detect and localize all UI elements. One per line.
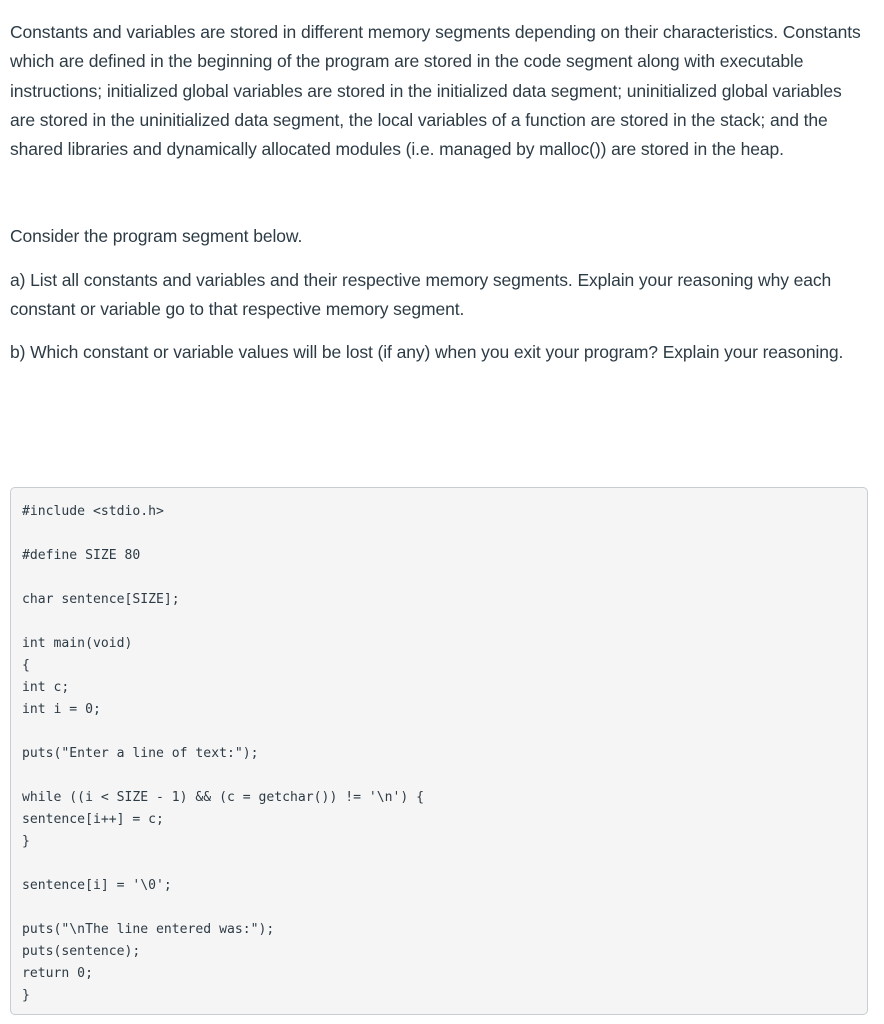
code-blank-line bbox=[22, 765, 856, 787]
consider-paragraph: Consider the program segment below. bbox=[10, 226, 303, 247]
code-line: puts("Enter a line of text:"); bbox=[22, 746, 259, 761]
code-blank-line bbox=[22, 567, 856, 589]
code-line: puts(sentence); bbox=[22, 944, 141, 959]
code-line: #define SIZE 80 bbox=[22, 548, 141, 563]
code-blank-line bbox=[22, 897, 856, 919]
question-content bbox=[10, 18, 870, 368]
code-line: int c; bbox=[22, 680, 70, 695]
code-blank-line bbox=[22, 611, 856, 633]
code-line: } bbox=[22, 988, 30, 1003]
code-line: { bbox=[22, 658, 30, 673]
code-line: while ((i < SIZE - 1) && (c = getchar()) != '\n') { bbox=[22, 790, 425, 805]
code-line: int i = 0; bbox=[22, 702, 101, 717]
intro-paragraph: Constants and variables are stored in different memory segments depending on their characteristics. Constants which are defined in the beginning of the program are stored in the code segment along with executable instructions; initialized global variables are stored in the initialized data segment; uninitialized global variables are stored in the uninitialized data segment, the local variables of a function are stored in the stack; and the shared libraries and dynamically allocated modules (i.e. managed by malloc()) are stored in the heap. bbox=[10, 22, 861, 160]
code-line: } bbox=[22, 834, 30, 849]
code-line: char sentence[SIZE]; bbox=[22, 592, 180, 607]
code-line: sentence[i++] = c; bbox=[22, 812, 164, 827]
code-line: int main(void) bbox=[22, 636, 133, 651]
code-line: puts("\nThe line entered was:"); bbox=[22, 922, 275, 937]
code-block bbox=[10, 487, 868, 1015]
question-b: b) Which constant or variable values will be lost (if any) when you exit your program? Explain your reasoning. bbox=[10, 342, 844, 363]
code-line: sentence[i] = '\0'; bbox=[22, 878, 172, 893]
code-line: return 0; bbox=[22, 966, 93, 981]
code-blank-line bbox=[22, 721, 856, 743]
question-a: a) List all constants and variables and their respective memory segments. Explain your reasoning why each constant or variable go to that respective memory segment. bbox=[10, 269, 832, 320]
code-blank-line bbox=[22, 523, 856, 545]
code-line: #include <stdio.h> bbox=[22, 504, 164, 519]
code-blank-line bbox=[22, 853, 856, 875]
